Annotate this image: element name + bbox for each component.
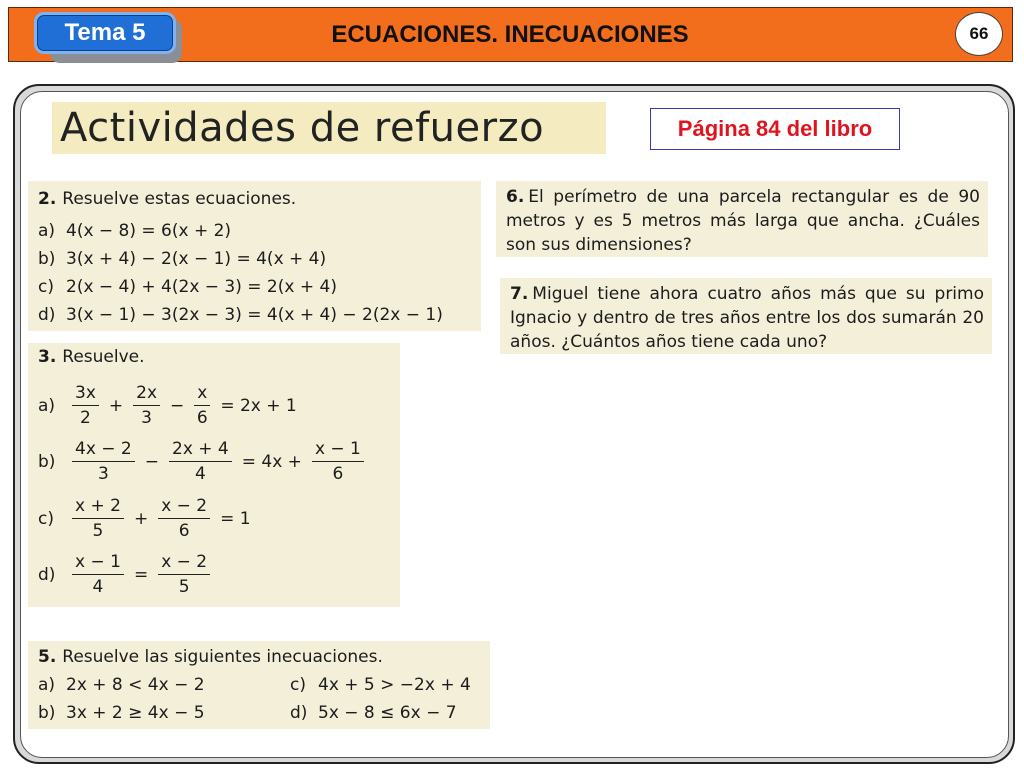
right-hand-side: = 1: [220, 508, 251, 529]
equation-text: 4(x − 8) = 6(x + 2): [66, 221, 232, 241]
denominator: 2: [80, 408, 91, 428]
book-page-link[interactable]: Página 84 del libro: [650, 108, 900, 150]
exercise-6-text: [506, 185, 980, 257]
item-label: b): [38, 249, 56, 269]
numerator: x: [194, 383, 210, 406]
section-heading: Actividades de refuerzo: [52, 102, 606, 154]
numerator: 2x + 4: [169, 439, 232, 462]
page-number-badge: 66: [955, 12, 1003, 56]
fraction-equation-b: [38, 439, 368, 484]
denominator: 3: [97, 464, 109, 484]
numerator: x − 2: [158, 552, 210, 575]
exercise-6: [496, 181, 988, 257]
exercise-number: 7.: [510, 284, 529, 304]
item-label: a): [38, 395, 56, 416]
fraction: [72, 552, 124, 597]
item-label: c): [38, 508, 54, 529]
item-label: c): [38, 277, 54, 297]
numerator: x − 1: [72, 552, 124, 575]
exercise-2: [28, 181, 481, 331]
fraction: [72, 496, 124, 541]
denominator: 5: [178, 577, 190, 597]
operator: = 4x +: [241, 451, 302, 472]
inequation-item: [290, 703, 457, 723]
numerator: 4x − 2: [72, 439, 135, 462]
equation-text: 3(x − 1) − 3(2x − 3) = 4(x + 4) − 2(2x − 1): [66, 305, 443, 325]
fraction: [72, 383, 99, 428]
exercise-title-text: Resuelve estas ecuaciones.: [62, 189, 297, 209]
denominator: 4: [194, 464, 206, 484]
exercise-3-title: [38, 347, 145, 367]
fraction: [169, 439, 232, 484]
equation-item: [38, 305, 443, 325]
fraction-equation-c: [38, 496, 257, 541]
denominator: 5: [92, 521, 104, 541]
inequation-text: 4x + 5 > −2x + 4: [318, 675, 471, 695]
denominator: 6: [332, 464, 344, 484]
fraction: [133, 383, 160, 428]
fraction: [158, 552, 210, 597]
numerator: 2x: [133, 383, 160, 406]
inequation-item: [290, 675, 471, 695]
denominator: 6: [178, 521, 190, 541]
exercise-3: [28, 343, 400, 607]
numerator: x − 2: [158, 496, 210, 519]
operator: −: [144, 451, 159, 472]
inequation-item: [38, 675, 205, 695]
fraction: [72, 439, 135, 484]
item-label: d): [38, 305, 56, 325]
denominator: 6: [196, 408, 208, 428]
denominator: 4: [92, 577, 104, 597]
numerator: 3x: [72, 383, 99, 406]
operator: +: [133, 508, 149, 529]
equation-text: 3(x + 4) − 2(x − 1) = 4(x + 4): [66, 249, 327, 269]
fraction: [158, 496, 210, 541]
header-title: ECUACIONES. INECUACIONES: [331, 20, 689, 48]
equation-item: [38, 277, 337, 297]
exercise-7-text: [510, 282, 984, 354]
operator: =: [133, 564, 149, 585]
equation-item: [38, 249, 326, 269]
item-label: b): [38, 451, 56, 472]
denominator: 3: [141, 408, 152, 428]
item-label: a): [38, 675, 56, 695]
inequation-text: 5x − 8 ≤ 6x − 7: [318, 703, 457, 723]
tema-button[interactable]: Tema 5: [34, 12, 176, 54]
exercise-5-title: [38, 647, 383, 667]
inequation-item: [38, 703, 205, 723]
exercise-5: [28, 641, 490, 729]
exercise-number: 6.: [506, 187, 525, 207]
item-label: d): [38, 564, 56, 585]
item-label: a): [38, 221, 56, 241]
item-label: c): [290, 675, 306, 695]
fraction-equation-d: [38, 552, 214, 597]
numerator: x + 2: [72, 496, 124, 519]
equation-item: [38, 221, 231, 241]
operator: +: [108, 395, 124, 416]
problem-text: El perímetro de una parcela rectangular es de 90 metros y es 5 metros más larga que ancha. ¿Cuáles son sus dimensiones?: [506, 187, 980, 255]
exercise-title-text: Resuelve.: [62, 347, 145, 367]
fraction: [312, 439, 364, 484]
operator: −: [170, 395, 185, 416]
right-hand-side: = 2x + 1: [220, 395, 297, 416]
exercise-number: 2.: [38, 189, 57, 209]
item-label: b): [38, 703, 56, 723]
exercise-7: [500, 278, 992, 354]
exercise-number: 3.: [38, 347, 57, 367]
exercise-number: 5.: [38, 647, 57, 667]
exercise-title-text: Resuelve las siguientes inecuaciones.: [62, 647, 383, 667]
exercise-2-title: [38, 189, 296, 209]
inequation-text: 3x + 2 ≥ 4x − 5: [66, 703, 205, 723]
equation-text: 2(x − 4) + 4(2x − 3) = 2(x + 4): [66, 277, 337, 297]
fraction-equation-a: [38, 383, 303, 428]
item-label: d): [290, 703, 308, 723]
problem-text: Miguel tiene ahora cuatro años más que su primo Ignacio y dentro de tres años entre los dos sumarán 20 años. ¿Cuántos años tiene cada uno?: [510, 284, 984, 352]
inequation-text: 2x + 8 < 4x − 2: [66, 675, 205, 695]
numerator: x − 1: [312, 439, 364, 462]
fraction: [194, 383, 210, 428]
